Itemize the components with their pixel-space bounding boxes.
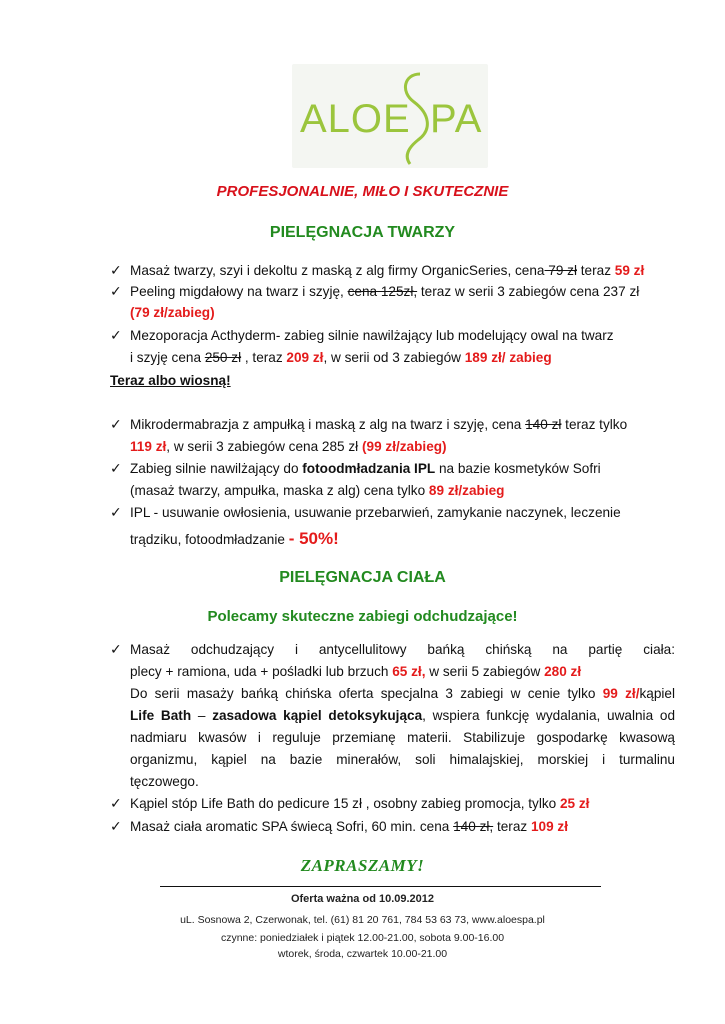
check-icon: ✓ — [110, 328, 122, 344]
tagline: PROFESJONALNIE, MIŁO I SKUTECZNIE — [216, 183, 509, 200]
face-item-mezoporation: Mezoporacja Acthyderm- zabieg silnie nawilżający lub modelujący owal na twarz — [130, 328, 614, 343]
check-icon: ✓ — [110, 642, 122, 658]
check-icon: ✓ — [110, 263, 122, 279]
contact-address: uL. Sosnowa 2, Czerwonak, tel. (61) 81 20 761, 784 53 63 73, www.aloespa.pl — [180, 914, 545, 926]
body-item-lifebath-line: tęczowego. — [130, 774, 199, 789]
face-item-mezoporation-price: i szyję cena 250 zł , teraz 209 zł, w serii od 3 zabiegów 189 zł/ zabieg — [130, 350, 552, 365]
body-item-foot-bath: Kąpiel stóp Life Bath do pedicure 15 zł , osobny zabieg promocja, tylko 25 zł — [130, 796, 590, 811]
face-item-peeling: Peeling migdałowy na twarz i szyję, cena 125zł, teraz w serii 3 zabiegów cena 237 zł — [130, 284, 640, 299]
face-item-massage: Masaż twarzy, szyi i dekoltu z maską z alg firmy OrganicSeries, cena 79 zł teraz 59 zł — [130, 263, 645, 278]
check-icon: ✓ — [110, 505, 122, 521]
face-item-ipl: IPL - usuwanie owłosienia, usuwanie przebarwień, zamykanie naczynek, leczenie — [130, 505, 621, 520]
face-care-heading: PIELĘGNACJA TWARZY — [269, 224, 456, 241]
opening-hours-2: wtorek, środa, czwartek 10.00-21.00 — [277, 948, 448, 960]
invitation: ZAPRASZAMY! — [300, 856, 425, 875]
check-icon: ✓ — [110, 461, 122, 477]
aloespa-logo — [292, 64, 488, 168]
body-item-lifebath-line: nadmiaru kwasów i reguluje przemianę materii. Stabilizuje gospodarkę kwasową — [130, 730, 675, 745]
logo-text-left: ALOE — [300, 97, 411, 141]
promo-label: Teraz albo wiosną! — [110, 373, 231, 388]
check-icon: ✓ — [110, 284, 122, 300]
logo-text-right: PA — [430, 97, 483, 141]
check-icon: ✓ — [110, 417, 122, 433]
check-icon: ✓ — [110, 796, 122, 812]
face-item-ipl-photo: Zabieg silnie nawilżający do fotoodmładzania IPL na bazie kosmetyków Sofri — [130, 461, 601, 476]
body-item-lifebath: Life Bath – zasadowa kąpiel detoksykująca, wspiera funkcję wydalania, uwalnia od — [130, 708, 675, 723]
logo-graphic — [292, 64, 488, 168]
face-item-microdermabrasion: Mikrodermabrazja z ampułką i maską z alg na twarz i szyję, cena 140 zł teraz tylko — [130, 417, 628, 432]
body-item-aromatic-massage: Masaż ciała aromatic SPA świecą Sofri, 60 min. cena 140 zł, teraz 109 zł — [130, 819, 568, 834]
divider — [160, 886, 601, 887]
offer-validity: Oferta ważna od 10.09.2012 — [290, 893, 435, 905]
body-item-cupping: Masaż odchudzający i antycellulitowy bańką chińską na partię ciała: — [130, 642, 675, 657]
face-item-ipl-photo-price: (masaż twarzy, ampułka, maska z alg) cena tylko 89 zł/zabieg — [130, 483, 505, 498]
face-item-ipl-discount: trądziku, fotoodmładzanie - 50%! — [130, 529, 339, 548]
body-item-cupping-price: plecy + ramiona, uda + pośladki lub brzuch 65 zł, w serii 5 zabiegów 280 zł — [130, 664, 582, 679]
body-item-cupping-offer: Do serii masaży bańką chińska oferta specjalna 3 zabiegi w cenie tylko 99 zł/kąpiel — [130, 686, 676, 701]
body-care-heading: PIELĘGNACJA CIAŁA — [279, 569, 446, 586]
body-care-subheading: Polecamy skuteczne zabiegi odchudzające! — [207, 608, 518, 625]
face-item-microdermabrasion-price: 119 zł, w serii 3 zabiegów cena 285 zł (99 zł/zabieg) — [130, 439, 447, 454]
opening-hours: czynne: poniedziałek i piątek 12.00-21.00, sobota 9.00-16.00 — [220, 932, 505, 944]
body-item-lifebath-line: organizmu, kąpiel na bazie minerałów, soli himalajskiej, morskiej i turmalinu — [130, 752, 675, 767]
face-item-peeling-price: (79 zł/zabieg) — [130, 305, 215, 320]
check-icon: ✓ — [110, 819, 122, 835]
